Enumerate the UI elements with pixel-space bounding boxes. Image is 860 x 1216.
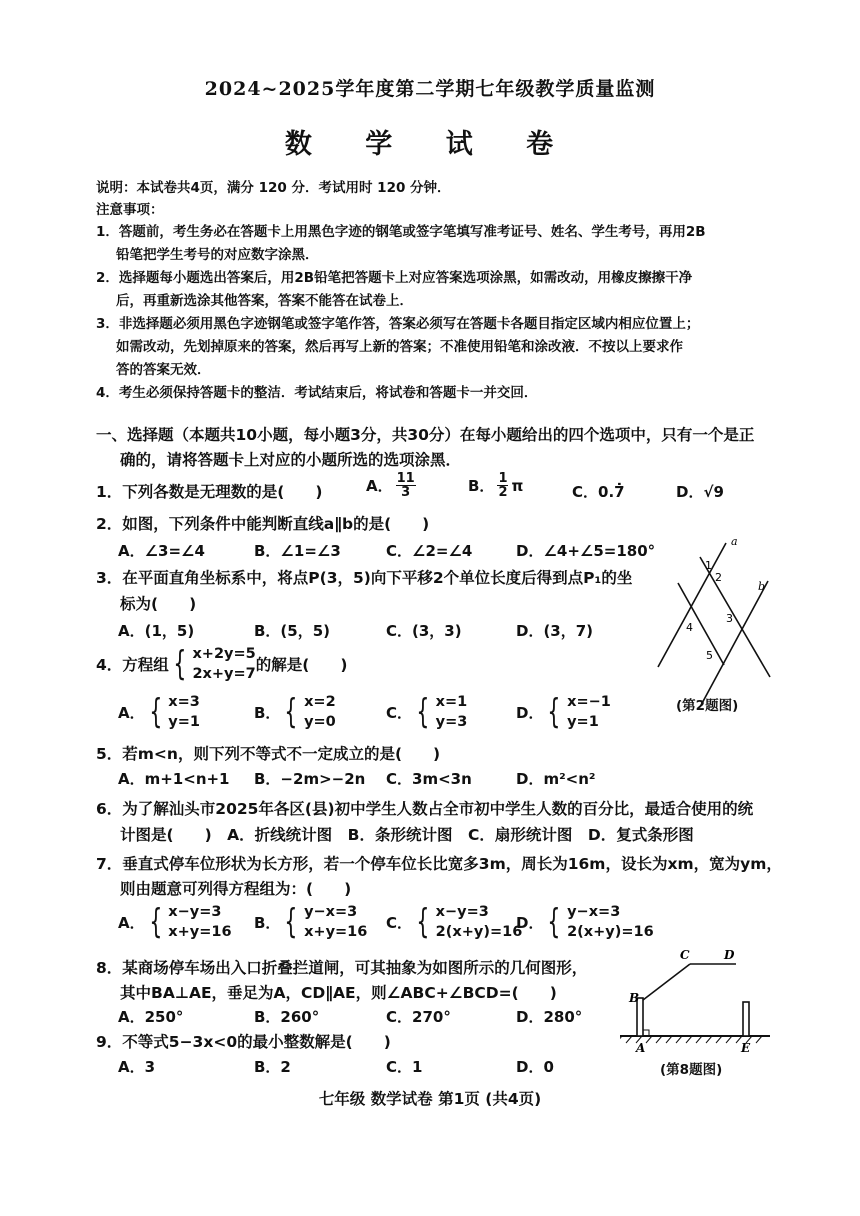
point-label-e: E [741,1041,751,1055]
angle-label-3: 3 [726,612,733,625]
fraction-numerator: 1 [498,471,508,486]
question-8-stem-cont: 其中BA⊥AE，垂足为A，CD∥AE，则∠ABC+∠BCD=( ) [120,984,557,1002]
figure-question-2 [648,535,776,715]
question-3-stem-cont: 标为( ) [120,595,197,613]
question-4-option-c: C． { x=1 y=3 [386,692,468,732]
segment-bc [643,964,690,1000]
question-2-stem: 2．如图，下列条件中能判断直线a∥b的是( ) [96,515,430,533]
question-8-option-d: D．280° [516,1008,583,1026]
question-8-stem: 8．某商场停车场出入口折叠拦道闸，可其抽象为如图所示的几何图形， [96,959,588,977]
angle-label-5: 5 [706,649,713,662]
question-4-option-a: A． { x=3 y=1 [118,692,200,732]
notice-heading: 注意事项： [96,202,164,218]
fraction-numerator: 11 [396,471,415,486]
question-3-option-b: B．(5，5) [254,622,331,640]
question-1-stem: 1．下列各数是无理数的是( ) [96,483,323,501]
figure-2-caption: (第2题图) [676,698,739,714]
transversal-2 [678,583,724,665]
question-9-option-a: A．3 [118,1058,156,1076]
question-9-stem: 9．不等式5−3x<0的最小整数解是( ) [96,1033,391,1051]
notice-line: 1．答题前，考生务必在答题卡上用黑色字迹的钢笔或签字笔填写准考证号、姓名、学生考号，再用2B [96,224,706,240]
question-3-option-a: A．(1，5) [118,622,195,640]
page-footer: 七年级 数学试卷 第1页 (共4页) [318,1090,542,1108]
equation-system: { x+2y=5 2x+y=7 [173,644,256,684]
point-label-c: C [680,948,690,962]
fraction-denominator: 2 [498,485,508,500]
question-1-option-a: A． $\frac{11}{3}$ [366,471,415,500]
label-a: a [731,535,738,548]
question-8-option-a: A．250° [118,1008,184,1026]
notice-line: 2．选择题每小题选出答案后，用2B铅笔把答题卡上对应答案选项涂黑，如需改动，用橡皮擦擦干净 [96,270,693,286]
question-4-option-b: B． { x=2 y=0 [254,692,336,732]
question-5-option-b: B．−2m>−2n [254,770,366,788]
question-3-stem: 3．在平面直角坐标系中，将点P(3，5)向下平移2个单位长度后得到点P₁的坐 [96,569,633,587]
question-3-option-c: C．(3，3) [386,622,462,640]
question-8-option-b: B．260° [254,1008,320,1026]
question-7-stem: 7．垂直式停车位形状为长方形，若一个停车位长比宽多3m，周长为16m，设长为xm，宽为ym， [96,855,782,873]
question-2-option-a: A．∠3=∠4 [118,542,205,560]
fraction-denominator: 3 [401,485,411,500]
question-3-option-d: D．(3，7) [516,622,594,640]
line-a [658,543,726,667]
question-5-option-a: A．m+1<n+1 [118,770,230,788]
question-1-option-c: C．0.7̇ [572,483,625,501]
question-6-stem-cont: 计图是( ) A．折线统计图 B．条形统计图 C．扇形统计图 D．复式条形图 [120,826,694,844]
notice-line: 答的答案无效． [116,362,211,378]
question-1-option-d: D．√9 [676,483,724,501]
question-7-option-b: B． { y−x=3 x+y=16 [254,902,368,942]
question-5-stem: 5．若m<n，则下列不等式不一定成立的是( ) [96,745,441,763]
notice-line: 3．非选择题必须用黑色字迹钢笔或签字笔作答，答案必须写在答题卡各题目指定区域内相应位置上； [96,316,700,332]
angle-label-4: 4 [686,621,693,634]
section-heading-cont: 确的，请将答题卡上对应的小题所选的选项涂黑． [120,451,462,469]
question-2-option-d: D．∠4+∠5=180° [516,542,656,560]
question-4-option-d: D． { x=−1 y=1 [516,692,611,732]
exam-subject-title: 数 学 试 卷 [284,129,576,160]
angle-label-1: 1 [705,559,712,572]
notice-line: 4．考生必须保持答题卡的整洁．考试结束后，将试卷和答题卡一并交回． [96,385,538,401]
notice-line: 后，再重新选涂其他答案，答案不能答在试卷上． [116,293,413,309]
point-label-b: B [629,991,640,1005]
exam-header-title: 2024~2025学年度第二学期七年级教学质量监测 [204,78,656,100]
question-9-option-c: C．1 [386,1058,423,1076]
notice-line: 如需改动，先划掉原来的答案，然后再写上新的答案；不准使用铅笔和涂改液．不按以上要求作 [116,339,683,355]
question-7-option-a: A． { x−y=3 x+y=16 [118,902,232,942]
angle-label-2: 2 [715,571,722,584]
question-8-option-c: C．270° [386,1008,451,1026]
question-5-option-c: C．3m<3n [386,770,472,788]
question-7-option-d: D． { y−x=3 2(x+y)=16 [516,902,654,942]
question-7-stem-cont: 则由题意可列得方程组为：( ) [120,880,352,898]
exam-note: 说明：本试卷共4页，满分 120 分．考试用时 120 分钟． [96,180,451,196]
point-label-a: A [636,1041,646,1055]
figure-question-8 [620,946,780,1058]
question-6-stem: 6．为了解汕头市2025年各区(县)初中学生人数占全市初中学生人数的百分比，最适合使用的统 [96,800,754,818]
figure-8-caption: (第8题图) [660,1062,723,1078]
line-b [700,581,768,707]
label-b: b [758,580,766,593]
question-7-option-c: C． { x−y=3 2(x+y)=16 [386,902,523,942]
question-9-option-d: D．0 [516,1058,554,1076]
section-heading: 一、选择题（本题共10小题，每小题3分，共30分）在每小题给出的四个选项中，只有一个是正 [96,426,755,444]
question-4-stem: 4．方程组 { x+2y=5 2x+y=7 的解是( ) [96,644,348,684]
question-9-option-b: B．2 [254,1058,291,1076]
notice-line: 铅笔把学生考号的对应数字涂黑． [116,247,319,263]
post-e [743,1002,749,1036]
question-1-option-b: B． $\frac{1}{2}$ π [468,471,524,500]
question-2-option-c: C．∠2=∠4 [386,542,473,560]
question-2-option-b: B．∠1=∠3 [254,542,341,560]
question-5-option-d: D．m²<n² [516,770,596,788]
point-label-d: D [724,948,735,962]
